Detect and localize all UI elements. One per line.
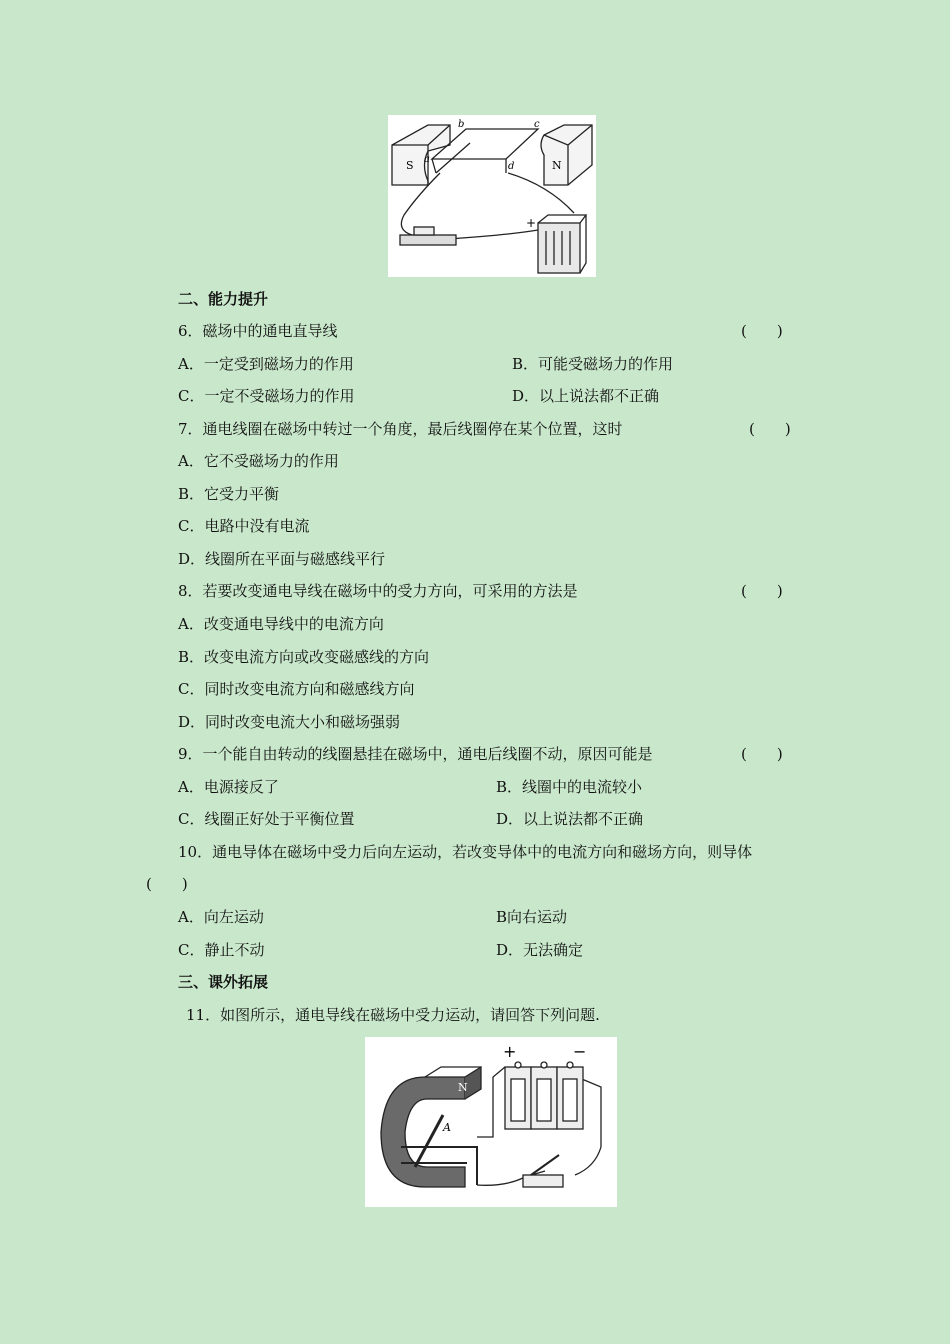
section-heading-ability: 二、能力提升: [178, 290, 269, 308]
question-6-option-b[interactable]: B．可能受磁场力的作用: [512, 355, 674, 373]
n-pole-label: N: [552, 159, 562, 172]
question-9-option-d[interactable]: D．以上说法都不正确: [496, 810, 644, 828]
section-heading-extension: 三、课外拓展: [178, 973, 269, 991]
point-b-label: b: [458, 119, 465, 130]
question-6-option-a[interactable]: A．一定受到磁场力的作用: [178, 355, 354, 373]
question-10-option-c[interactable]: C．静止不动: [178, 941, 265, 959]
negative-terminal-label: −: [573, 1042, 587, 1061]
question-7-option-a[interactable]: A．它不受磁场力的作用: [178, 452, 339, 470]
question-9-stem: 9．一个能自由转动的线圈悬挂在磁场中，通电后线圈不动，原因可能是: [178, 745, 653, 763]
magnet-circuit-diagram: [365, 1037, 617, 1207]
figure-conductor-in-magnet: [365, 1037, 617, 1207]
question-7-option-d[interactable]: D．线圈所在平面与磁感线平行: [178, 550, 386, 568]
question-8-answer-blank[interactable]: ( ): [741, 582, 783, 600]
positive-terminal-label: +: [526, 216, 537, 230]
question-6-stem: 6．磁场中的通电直导线: [178, 322, 338, 340]
question-9-option-a[interactable]: A．电源接反了: [178, 778, 279, 796]
question-6-answer-blank[interactable]: ( ): [741, 322, 783, 340]
question-10-option-b[interactable]: B向右运动: [496, 908, 568, 926]
question-8-option-c[interactable]: C．同时改变电流方向和磁感线方向: [178, 680, 415, 698]
n-pole-label: N: [458, 1081, 468, 1094]
question-8-stem: 8．若要改变通电导线在磁场中的受力方向，可采用的方法是: [178, 582, 578, 600]
coil-diagram: [388, 115, 596, 277]
question-8-option-b[interactable]: B．改变电流方向或改变磁感线的方向: [178, 648, 430, 666]
conductor-a-label: A: [443, 1121, 451, 1134]
question-11-stem: 11．如图所示，通电导线在磁场中受力运动，请回答下列问题.: [186, 1006, 600, 1024]
question-7-stem: 7．通电线圈在磁场中转过一个角度，最后线圈停在某个位置，这时: [178, 420, 623, 438]
question-9-option-c[interactable]: C．线圈正好处于平衡位置: [178, 810, 355, 828]
point-d-label: d: [508, 161, 515, 172]
question-9-option-b[interactable]: B．线圈中的电流较小: [496, 778, 643, 796]
question-10-option-a[interactable]: A．向左运动: [178, 908, 264, 926]
question-9-answer-blank[interactable]: ( ): [741, 745, 783, 763]
s-pole-label: S: [406, 159, 414, 172]
question-10-stem: 10．通电导体在磁场中受力后向左运动，若改变导体中的电流方向和磁场方向，则导体: [178, 843, 753, 861]
question-7-option-b[interactable]: B．它受力平衡: [178, 485, 280, 503]
point-a-label: a: [424, 154, 430, 165]
question-10-answer-blank[interactable]: ( ): [146, 875, 188, 893]
question-7-option-c[interactable]: C．电路中没有电流: [178, 517, 310, 535]
question-6-option-c[interactable]: C．一定不受磁场力的作用: [178, 387, 355, 405]
question-7-answer-blank[interactable]: ( ): [749, 420, 791, 438]
positive-terminal-label: +: [503, 1042, 517, 1061]
question-8-option-d[interactable]: D．同时改变电流大小和磁场强弱: [178, 713, 401, 731]
question-8-option-a[interactable]: A．改变通电导线中的电流方向: [178, 615, 384, 633]
question-6-option-d[interactable]: D．以上说法都不正确: [512, 387, 660, 405]
question-10-option-d[interactable]: D．无法确定: [496, 941, 584, 959]
figure-coil-in-magnetic-field: [388, 115, 596, 277]
point-c-label: c: [534, 119, 540, 130]
